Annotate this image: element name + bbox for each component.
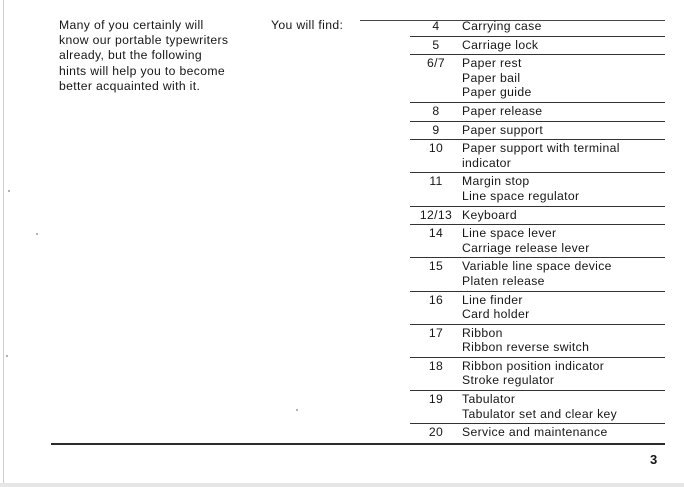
part-description <box>462 391 665 423</box>
parts-row <box>410 257 665 290</box>
scan-speck <box>296 409 298 411</box>
parts-row <box>410 423 665 442</box>
part-description <box>462 292 665 324</box>
part-description <box>462 207 665 225</box>
part-item: Paper guide <box>462 85 532 100</box>
part-item: Paper support <box>462 122 544 137</box>
part-item: Ribbon reverse switch <box>462 340 590 355</box>
parts-row <box>410 139 665 172</box>
part-item: Carriage lock <box>462 37 539 52</box>
intro-line: better acquainted with it. <box>59 78 201 93</box>
parts-row <box>410 18 665 36</box>
parts-row <box>410 390 665 423</box>
part-item: Keyboard <box>462 207 517 222</box>
part-item: Platen release <box>462 273 545 288</box>
part-number: 19 <box>428 392 444 407</box>
intro-line: know our portable typewriters <box>59 33 229 48</box>
part-item: Ribbon <box>462 325 503 340</box>
parts-row <box>410 324 665 357</box>
part-item: Ribbon position indicator <box>462 358 605 373</box>
parts-table <box>410 18 665 442</box>
part-number: 20 <box>428 425 444 440</box>
part-description <box>462 140 665 172</box>
part-description <box>462 103 665 121</box>
parts-row <box>410 291 665 324</box>
part-item: Line space lever <box>462 226 557 241</box>
intro-line: hints will help you to become <box>59 63 225 78</box>
page-number: 3 <box>650 452 658 467</box>
part-number: 18 <box>428 358 444 373</box>
parts-row <box>410 102 665 121</box>
part-number: 4 <box>432 19 440 33</box>
part-item: Paper release <box>462 103 543 118</box>
part-description <box>462 358 665 390</box>
part-description <box>462 225 665 257</box>
part-description <box>462 18 665 36</box>
part-number: 8 <box>432 103 440 118</box>
intro-line: Many of you certainly will <box>59 18 204 32</box>
part-description <box>462 424 665 442</box>
part-item: Paper rest <box>462 56 522 71</box>
parts-row <box>410 54 665 102</box>
intro-paragraph <box>59 18 259 94</box>
part-number: 6/7 <box>427 56 445 71</box>
part-number: 9 <box>432 122 440 137</box>
part-item: Tabulator <box>462 392 516 407</box>
part-item: Stroke regulator <box>462 373 555 388</box>
part-item: Variable line space device <box>462 259 612 274</box>
scan-edge <box>0 483 684 487</box>
parts-row <box>410 206 665 225</box>
parts-row <box>410 224 665 257</box>
part-item: Paper support with terminal <box>462 141 620 156</box>
part-item: Service and maintenance <box>462 425 608 440</box>
scan-speck <box>6 355 8 357</box>
part-description <box>462 55 665 102</box>
part-item: Margin stop <box>462 174 530 189</box>
part-item: Paper bail <box>462 70 521 85</box>
parts-row <box>410 36 665 55</box>
part-number: 5 <box>432 37 440 52</box>
part-number: 12/13 <box>419 207 453 222</box>
part-description <box>462 173 665 205</box>
part-number: 14 <box>428 226 444 241</box>
part-description <box>462 37 665 55</box>
bottom-rule <box>51 443 665 445</box>
part-item: Carrying case <box>462 19 542 33</box>
intro-line: already, but the following <box>59 48 203 63</box>
part-number: 10 <box>428 141 444 156</box>
part-item: indicator <box>462 155 512 170</box>
part-item: Carriage release lever <box>462 240 590 255</box>
part-number: 11 <box>429 174 443 189</box>
part-number: 16 <box>428 292 444 307</box>
part-description <box>462 122 665 140</box>
part-description <box>462 258 665 290</box>
part-item: Tabulator set and clear key <box>462 406 618 421</box>
parts-row <box>410 121 665 140</box>
part-item: Line space regulator <box>462 188 580 203</box>
parts-row <box>410 357 665 390</box>
scan-margin-line <box>3 0 4 487</box>
scan-speck <box>8 190 10 192</box>
part-item: Card holder <box>462 307 530 322</box>
find-label: You will find: <box>271 18 344 32</box>
part-number: 15 <box>428 259 444 274</box>
part-item: Line finder <box>462 292 523 307</box>
scan-speck <box>36 233 38 235</box>
part-number: 17 <box>428 325 444 340</box>
parts-row <box>410 172 665 205</box>
part-description <box>462 325 665 357</box>
